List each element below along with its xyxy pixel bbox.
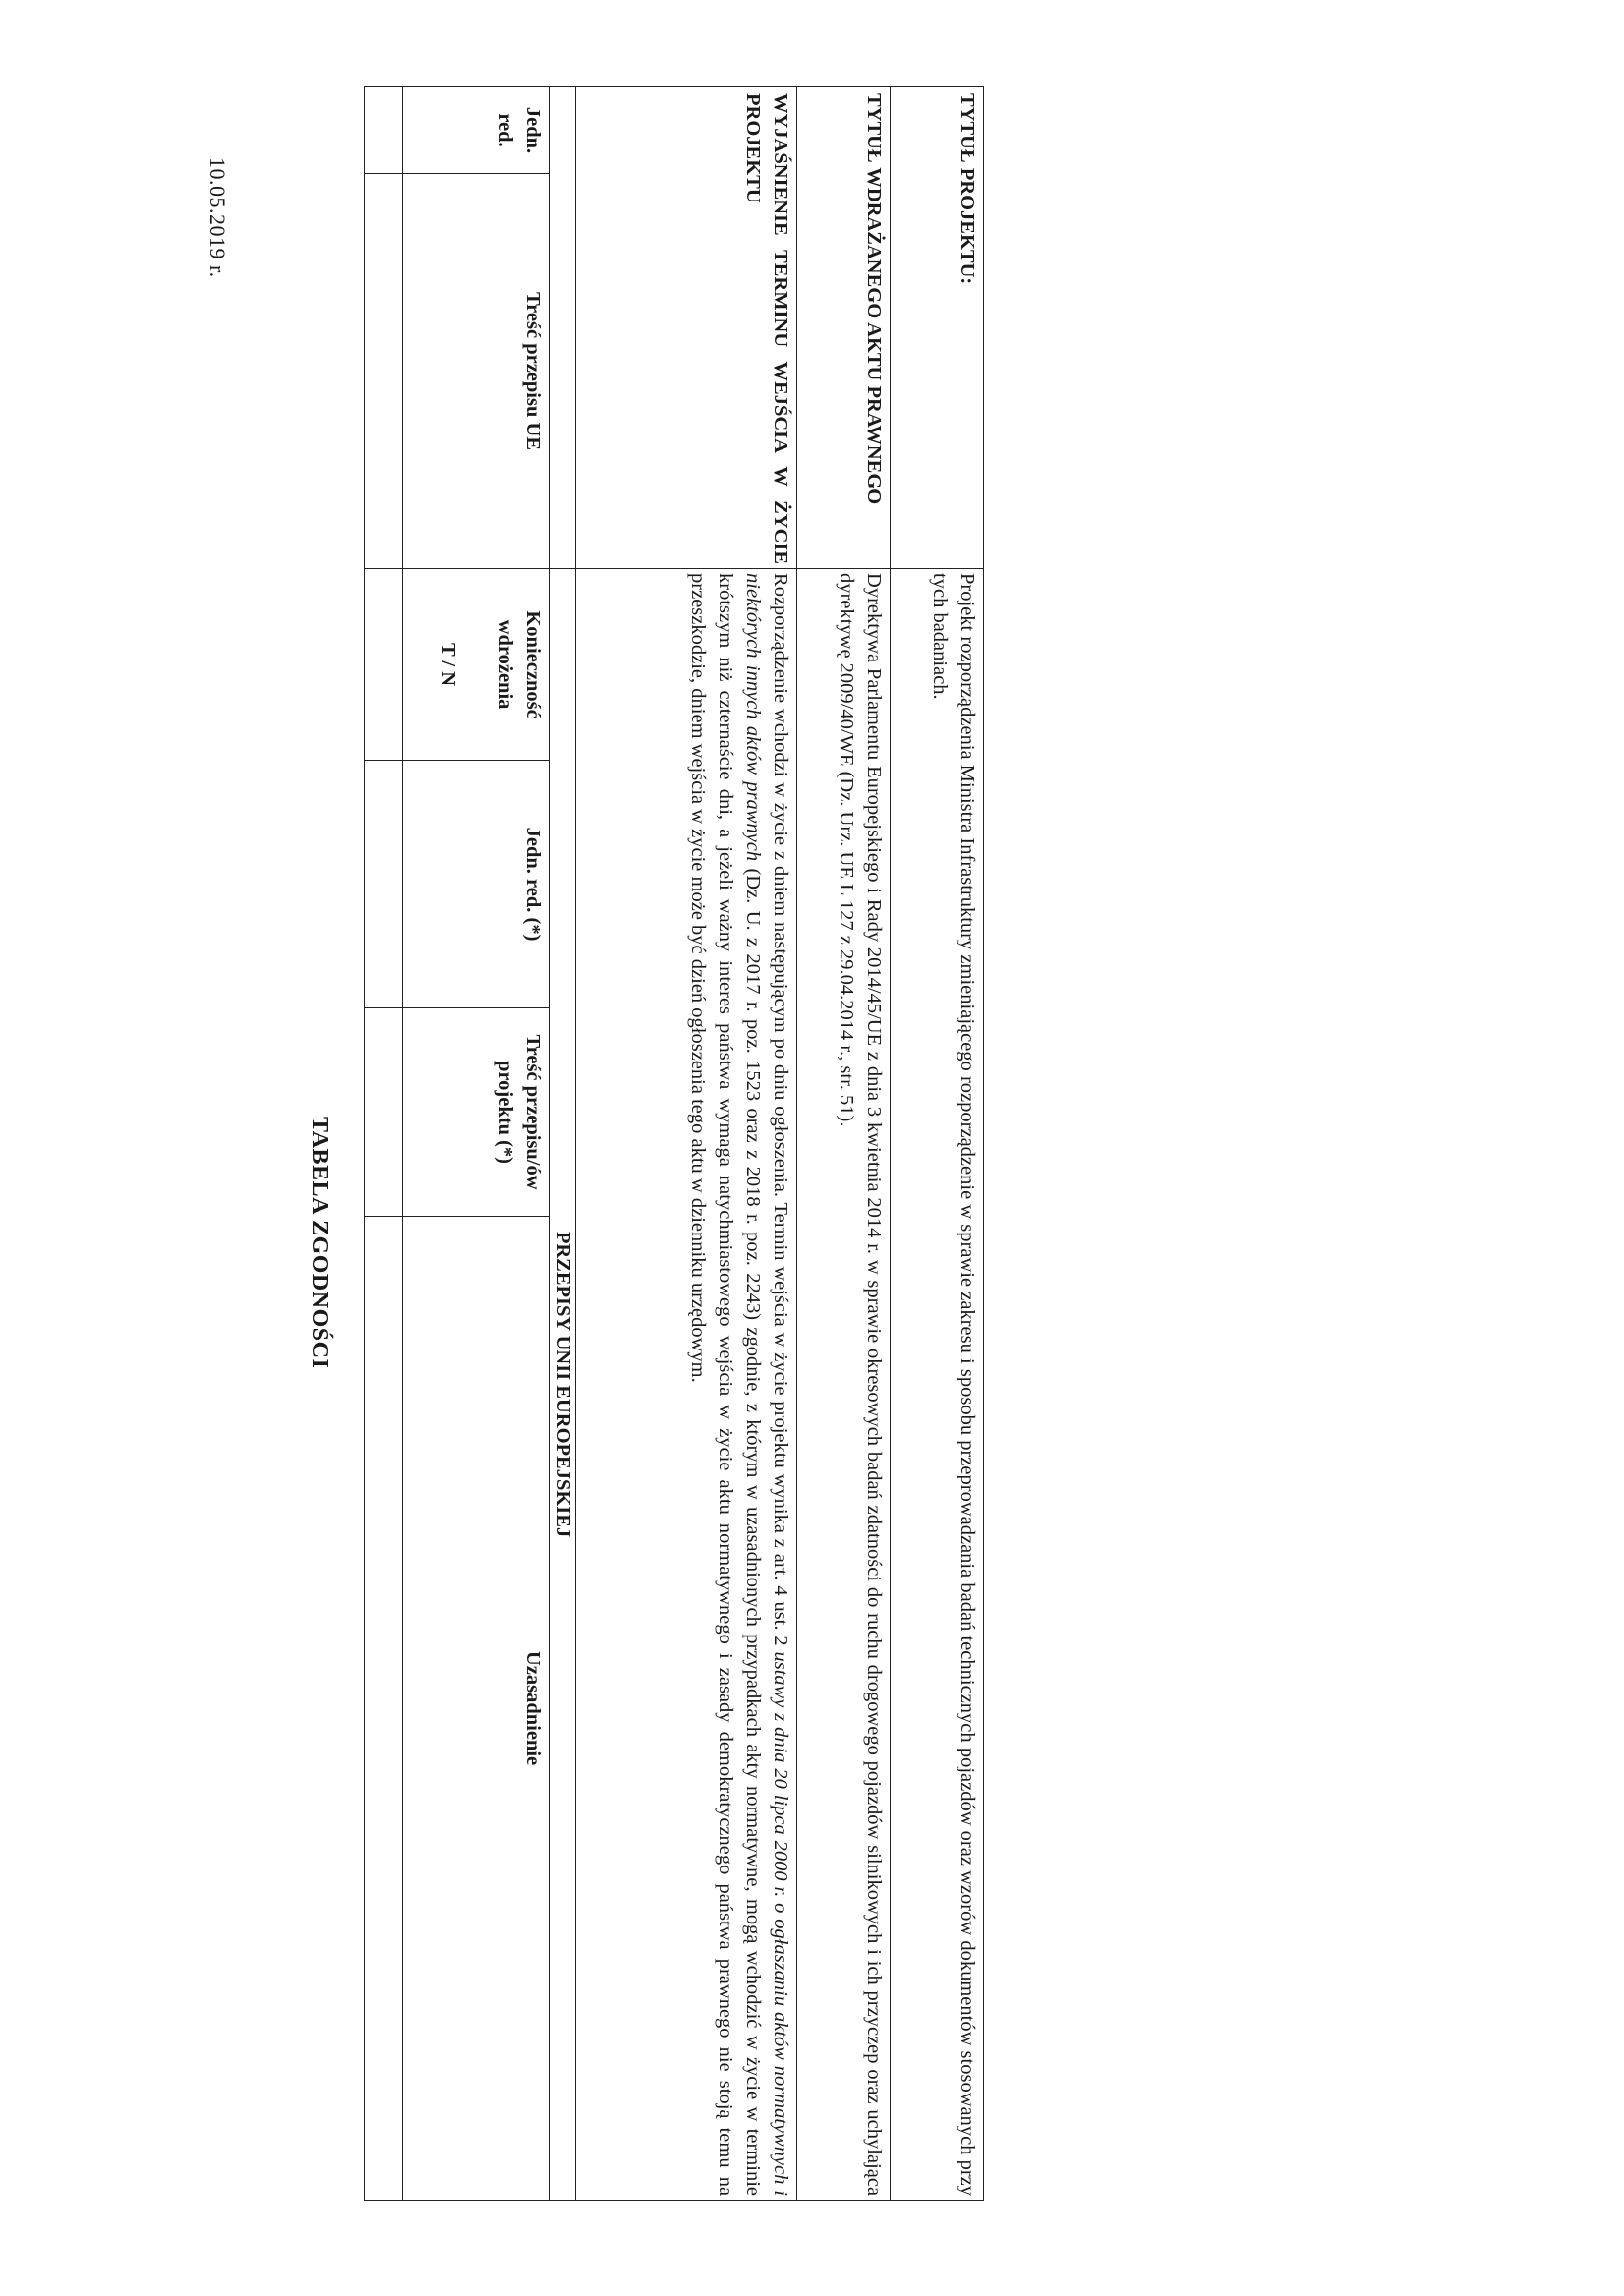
table-row-entry-into-force xyxy=(576,87,797,2201)
col-header-tresc-ue: Treść przepisu UE xyxy=(403,174,550,569)
col-header-koniecznosc xyxy=(403,569,550,761)
compliance-table xyxy=(364,86,984,2201)
section-title: PRZEPISY UNII EUROPEJSKIEJ xyxy=(550,569,576,2201)
entry-into-force-text xyxy=(576,569,797,2201)
empty-cell xyxy=(365,1008,403,1217)
empty-cell xyxy=(365,87,403,174)
label-legal-act: TYTUŁ WDRAŻANEGO AKTU PRAWNEGO xyxy=(797,87,891,569)
label-entry-into-force: WYJAŚNIENIE TERMINU WEJŚCIA W ŻYCIE PROJEKTU xyxy=(576,87,797,569)
document-date: 10.05.2019 r. xyxy=(205,157,230,278)
tn-label: T / N xyxy=(437,643,459,687)
table-row-legal-act xyxy=(797,87,891,2201)
empty-cell xyxy=(365,569,403,761)
table-row-section xyxy=(550,87,576,2201)
empty-cell xyxy=(365,174,403,569)
table-header-row xyxy=(403,87,550,2201)
entry-text-part1: Rozporządzenie wchodzi w życie z dniem następującym po dniu ogłoszenia. Termin wejścia w życie projektu wynika z art. 4 ust. 2 xyxy=(770,573,791,1652)
page-title: TABELA ZGODNOŚCI xyxy=(307,1117,332,1369)
table-row-project-title xyxy=(891,87,984,2201)
col-header-tresc-projektu: Treść przepisu/ów projektu (*) xyxy=(403,1008,550,1217)
entry-text-italic: ustawy z dnia 20 lipca 2000 r. o ogłaszaniu aktów normatywnych i niektórych innych aktów prawnych xyxy=(742,573,791,2197)
entry-text-part2: (Dz. U. z 2017 r. poz. 1523 oraz z 2018 r. poz. 2243) zgodnie, z którym w uzasadnionych przypadkach akty normatywne, mogą wchodzić w życie w terminie krótszym niż czternaście dni, a jeżeli ważny interes państwa wymaga natychmiastowego wejścia w życie aktu normatywnego i zasady demokratycznego państwa prawnego nie stoją temu na przeszkodzie, dniem wejścia w życie może być dzień ogłoszenia tego aktu w dzienniku urzędowym. xyxy=(687,573,764,2197)
project-title-text: Projekt rozporządzenia Ministra Infrastruktury zmieniającego rozporządzenie w sprawie zakresu i sposobu przeprowadzania badań technicznych pojazdów oraz wzorów dokumentów stosowanych przy tych badaniach. xyxy=(891,569,984,2201)
empty-cell xyxy=(365,761,403,1008)
col-header-jedn-red-project: Jedn. red. (*) xyxy=(403,761,550,1008)
table-row-empty xyxy=(365,87,403,2201)
koniecznosc-label: Konieczność wdrożenia xyxy=(494,610,544,718)
col-header-jedn-red: Jedn. red. xyxy=(403,87,550,174)
label-project-title: TYTUŁ PROJEKTU: xyxy=(891,87,984,569)
section-blank-left xyxy=(550,87,576,569)
col-header-uzasadnienie: Uzasadnienie xyxy=(403,1217,550,2201)
empty-cell xyxy=(365,1217,403,2201)
legal-act-text: Dyrektywa Parlamentu Europejskiego i Rady 2014/45/UE z dnia 3 kwietnia 2014 r. w sprawie okresowych badań zdatności do ruchu drogowego pojazdów silnikowych i ich przyczep oraz uchylająca dyrektywę 2009/40/WE (Dz. Urz. UE L 127 z 29.04.2014 r., str. 51). xyxy=(797,569,891,2201)
